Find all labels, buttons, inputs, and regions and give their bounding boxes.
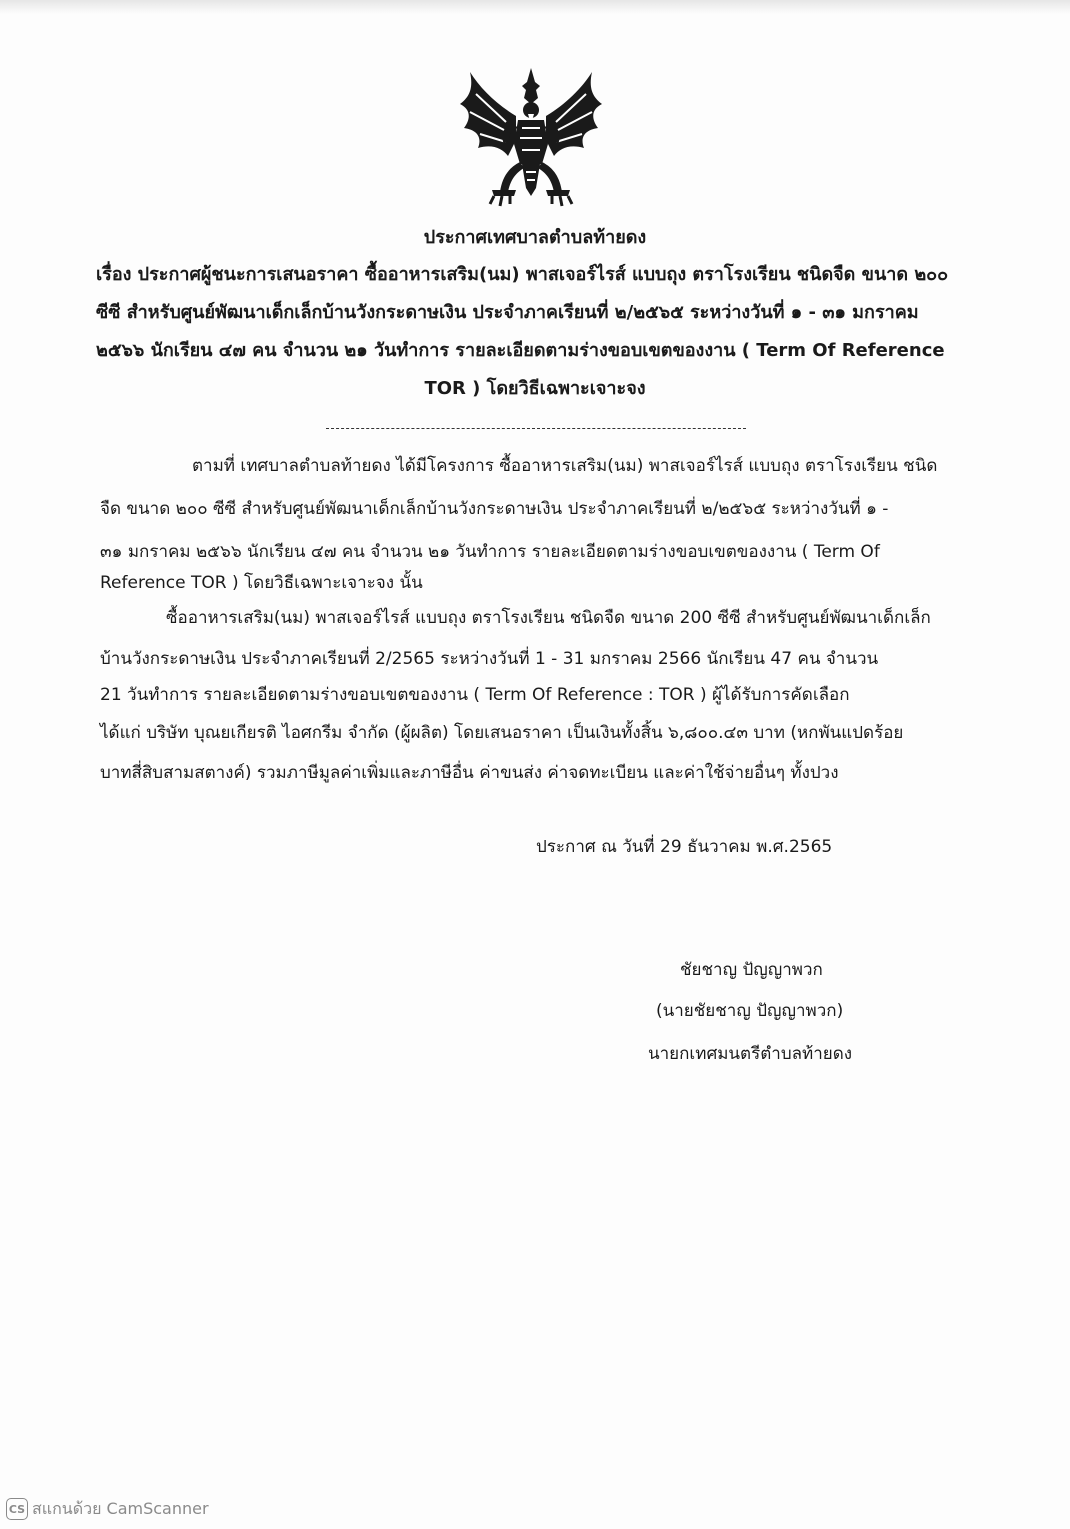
paragraph1-line-3: ๓๑ มกราคม ๒๕๖๖ นักเรียน ๔๗ คน จำนวน ๒๑ วันทำการ รายละเอียดตามร่างขอบเขตของงาน ( Term Of xyxy=(100,542,880,562)
announce-date: ประกาศ ณ วันที่ 29 ธันวาคม พ.ศ.2565 xyxy=(536,837,833,857)
scan-edge-shadow xyxy=(0,0,1070,14)
paragraph2-line-4: ได้แก่ บริษัท บุณยเกียรติ ไอศกรีม จำกัด (ผู้ผลิต) โดยเสนอราคา เป็นเงินทั้งสิ้น ๖,๘๐๐.๔๓ บาท (หกพันแปดร้อย xyxy=(100,723,904,743)
dashed-separator xyxy=(326,428,746,429)
paragraph2-line-1: ซื้ออาหารเสริม(นม) พาสเจอร์ไรส์ แบบถุง ตราโรงเรียน ชนิดจืด ขนาด 200 ซีซี สำหรับศูนย์พัฒนาเด็กเล็ก xyxy=(166,608,931,628)
subject-line-1: เรื่อง ประกาศผู้ชนะการเสนอราคา ซื้ออาหารเสริม(นม) พาสเจอร์ไรส์ แบบถุง ตราโรงเรียน ชนิดจืด ขนาด ๒๐๐ xyxy=(96,264,949,285)
paragraph1-line-2: จืด ขนาด ๒๐๐ ซีซี สำหรับศูนย์พัฒนาเด็กเล็กบ้านวังกระดาษเงิน ประจำภาคเรียนที่ ๒/๒๕๖๕ ระหว่างวันที่ ๑ - xyxy=(100,499,889,519)
camscanner-logo-icon: CS xyxy=(6,1498,28,1520)
camscanner-label: สแกนด้วย CamScanner xyxy=(32,1498,209,1518)
garuda-emblem-icon xyxy=(456,64,606,210)
paragraph1-line-4: Reference TOR ) โดยวิธีเฉพาะเจาะจง นั้น xyxy=(100,573,423,593)
subject-line-2: ซีซี สำหรับศูนย์พัฒนาเด็กเล็กบ้านวังกระดาษเงิน ประจำภาคเรียนที่ ๒/๒๕๖๕ ระหว่างวันที่ ๑ - ๓๑ มกราคม xyxy=(96,302,919,323)
paragraph2-line-5: บาทสี่สิบสามสตางค์) รวมภาษีมูลค่าเพิ่มและภาษีอื่น ค่าขนส่ง ค่าจดทะเบียน และค่าใช้จ่ายอื่นๆ ทั้งปวง xyxy=(100,763,839,783)
subject-line-4: TOR ) โดยวิธีเฉพาะเจาะจง xyxy=(424,378,646,399)
signer-position: นายกเทศมนตรีตำบลท้ายดง xyxy=(648,1044,853,1064)
paragraph2-line-2: บ้านวังกระดาษเงิน ประจำภาคเรียนที่ 2/2565 ระหว่างวันที่ 1 - 31 มกราคม 2566 นักเรียน 47 คน จำนวน xyxy=(100,649,879,669)
announcement-title: ประกาศเทศบาลตำบลท้ายดง xyxy=(423,227,647,248)
camscanner-watermark xyxy=(6,1496,209,1522)
paragraph2-line-3: 21 วันทำการ รายละเอียดตามร่างขอบเขตของงาน ( Term Of Reference : TOR ) ผู้ได้รับการคัดเลือก xyxy=(100,685,850,705)
signed-name: ชัยชาญ ปัญญาพวก xyxy=(680,960,823,980)
paragraph1-line-1: ตามที่ เทศบาลตำบลท้ายดง ได้มีโครงการ ซื้ออาหารเสริม(นม) พาสเจอร์ไรส์ แบบถุง ตราโรงเรียน ชนิด xyxy=(192,456,938,476)
printed-name: (นายชัยชาญ ปัญญาพวก) xyxy=(656,1001,844,1021)
subject-line-3: ๒๕๖๖ นักเรียน ๔๗ คน จำนวน ๒๑ วันทำการ รายละเอียดตามร่างขอบเขตของงาน ( Term Of Reference xyxy=(96,340,945,361)
